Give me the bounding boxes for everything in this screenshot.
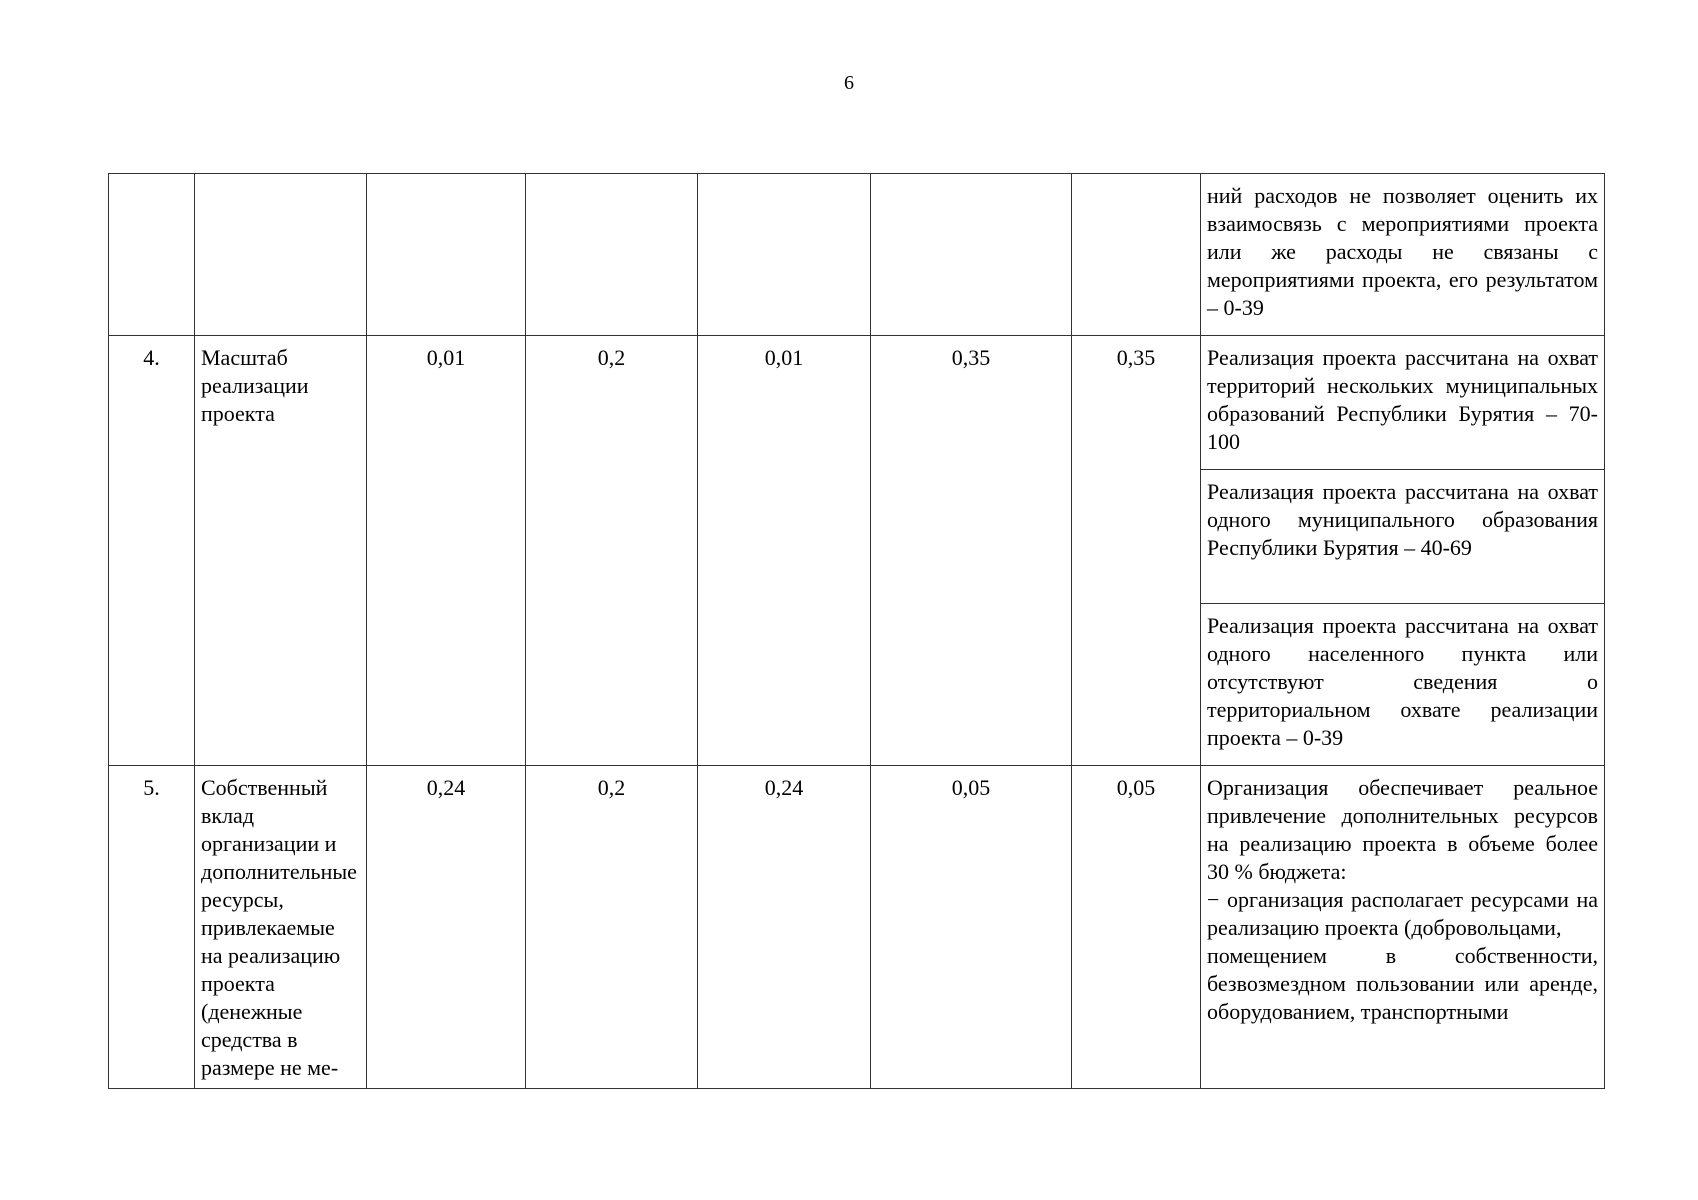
- value-cell: [1072, 174, 1201, 336]
- page-number: 6: [844, 72, 854, 94]
- value-cell: 0,01: [367, 336, 526, 766]
- value-cell: 0,2: [526, 766, 698, 1089]
- value-cell: 0,24: [698, 766, 871, 1089]
- description-cell: Реализация проекта рассчитана на охват одного муниципального образования Республики Бурятия – 40-69: [1201, 470, 1605, 604]
- value-cell: 0,35: [1072, 336, 1201, 766]
- value-cell: 0,05: [1072, 766, 1201, 1089]
- value-cell: 0,01: [698, 336, 871, 766]
- description-cell: [1201, 766, 1605, 1089]
- description-cell: ний расходов не позволяет оценить их взаимосвязь с мероприятиями проекта или же расходы не связаны с мероприятиями проекта, его результатом – 0-39: [1201, 174, 1605, 336]
- value-cell: [871, 174, 1072, 336]
- value-cell: [367, 174, 526, 336]
- criterion-cell: [195, 174, 367, 336]
- row-number: 5.: [109, 766, 195, 1089]
- value-cell: 0,2: [526, 336, 698, 766]
- description-line: − организация располагает ресурсами на реализацию проекта (добровольцами,: [1207, 887, 1598, 940]
- table-row: [109, 174, 1605, 336]
- description-line: помещением в собственности, безвозмездном пользовании или аренде, оборудованием, транспортными: [1207, 943, 1598, 1024]
- criterion-name: Собственный вклад организации и дополнительные ресурсы, привлекаемые на реализацию проекта (денежные средства в размере не ме-: [195, 766, 367, 1089]
- table-row: [109, 766, 1605, 1089]
- description-cell: Реализация проекта рассчитана на охват одного населенного пункта или отсутствуют сведения о территориальном охвате реализации проекта – 0-39: [1201, 604, 1605, 766]
- value-cell: 0,24: [367, 766, 526, 1089]
- description-cell: Реализация проекта рассчитана на охват территорий нескольких муниципальных образований Республики Бурятия – 70-100: [1201, 336, 1605, 470]
- description-line: Организация обеспечивает реальное привлечение дополнительных ресурсов на реализацию проекта в объеме более 30 % бюджета:: [1207, 775, 1598, 884]
- value-cell: [526, 174, 698, 336]
- value-cell: 0,05: [871, 766, 1072, 1089]
- criterion-name: Масштаб реализации проекта: [195, 336, 367, 766]
- value-cell: 0,35: [871, 336, 1072, 766]
- criteria-table: [108, 173, 1605, 1089]
- value-cell: [698, 174, 871, 336]
- number-cell: [109, 174, 195, 336]
- table-row: [109, 336, 1605, 470]
- row-number: 4.: [109, 336, 195, 766]
